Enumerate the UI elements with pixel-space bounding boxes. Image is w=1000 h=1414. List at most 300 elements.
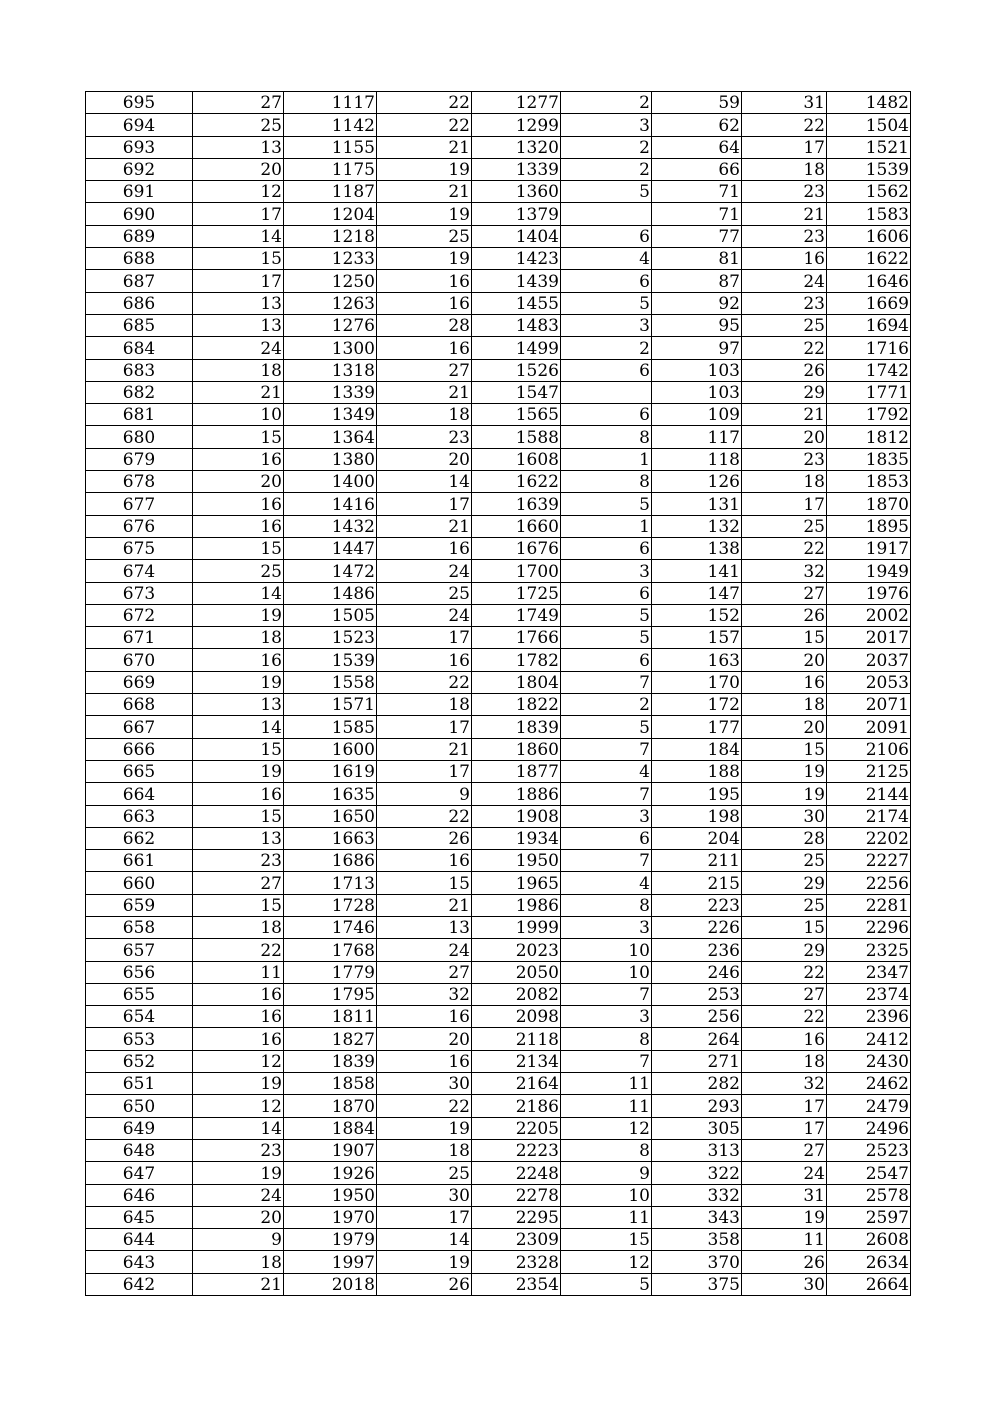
count-cell: 2 <box>561 92 652 114</box>
count-cell: 14 <box>193 225 284 247</box>
count-cell: 26 <box>742 604 827 626</box>
count-cell: 22 <box>742 114 827 136</box>
cumulative-cell: 1827 <box>284 1028 377 1050</box>
table-row <box>86 827 911 849</box>
score-cell: 667 <box>86 716 193 738</box>
table-row <box>86 471 911 493</box>
count-cell: 11 <box>742 1229 827 1251</box>
table-row <box>86 381 911 403</box>
count-cell: 7 <box>561 671 652 693</box>
cumulative-cell: 103 <box>652 359 742 381</box>
count-cell: 3 <box>561 114 652 136</box>
table-row <box>86 760 911 782</box>
count-cell: 27 <box>377 359 472 381</box>
cumulative-cell: 1472 <box>284 560 377 582</box>
count-cell: 30 <box>377 1073 472 1095</box>
table-row <box>86 270 911 292</box>
count-cell: 19 <box>377 158 472 180</box>
cumulative-cell: 1782 <box>472 649 561 671</box>
cumulative-cell: 1606 <box>827 225 911 247</box>
cumulative-cell: 2296 <box>827 916 911 938</box>
count-cell: 21 <box>193 1273 284 1295</box>
table-row <box>86 314 911 336</box>
cumulative-cell: 1233 <box>284 248 377 270</box>
count-cell: 16 <box>742 248 827 270</box>
count-cell: 14 <box>193 1117 284 1139</box>
count-cell: 18 <box>377 404 472 426</box>
count-cell: 25 <box>193 560 284 582</box>
count-cell: 19 <box>193 1073 284 1095</box>
count-cell: 11 <box>193 961 284 983</box>
count-cell: 7 <box>561 983 652 1005</box>
count-cell: 22 <box>377 114 472 136</box>
cumulative-cell: 126 <box>652 471 742 493</box>
count-cell: 18 <box>742 471 827 493</box>
cumulative-cell: 2202 <box>827 827 911 849</box>
cumulative-cell: 2325 <box>827 939 911 961</box>
count-cell: 18 <box>193 916 284 938</box>
cumulative-cell: 2496 <box>827 1117 911 1139</box>
cumulative-cell: 1404 <box>472 225 561 247</box>
cumulative-cell: 1713 <box>284 872 377 894</box>
cumulative-cell: 1483 <box>472 314 561 336</box>
count-cell: 20 <box>193 1206 284 1228</box>
count-cell: 3 <box>561 314 652 336</box>
cumulative-cell: 1965 <box>472 872 561 894</box>
cumulative-cell: 2037 <box>827 649 911 671</box>
cumulative-cell: 1716 <box>827 337 911 359</box>
cumulative-cell: 2098 <box>472 1006 561 1028</box>
table-row <box>86 694 911 716</box>
score-cell: 657 <box>86 939 193 961</box>
count-cell: 10 <box>561 939 652 961</box>
count-cell: 5 <box>561 604 652 626</box>
score-cell: 650 <box>86 1095 193 1117</box>
cumulative-cell: 236 <box>652 939 742 961</box>
table-row <box>86 582 911 604</box>
count-cell: 13 <box>193 827 284 849</box>
count-cell: 14 <box>193 582 284 604</box>
cumulative-cell: 1934 <box>472 827 561 849</box>
cumulative-cell: 117 <box>652 426 742 448</box>
cumulative-cell: 2118 <box>472 1028 561 1050</box>
cumulative-cell: 1686 <box>284 850 377 872</box>
score-cell: 660 <box>86 872 193 894</box>
cumulative-cell: 1505 <box>284 604 377 626</box>
cumulative-cell: 1277 <box>472 92 561 114</box>
cumulative-cell: 1583 <box>827 203 911 225</box>
count-cell: 32 <box>742 560 827 582</box>
count-cell: 18 <box>742 158 827 180</box>
count-cell: 6 <box>561 827 652 849</box>
cumulative-cell: 1950 <box>284 1184 377 1206</box>
cumulative-cell: 1792 <box>827 404 911 426</box>
cumulative-cell: 1749 <box>472 604 561 626</box>
table-row <box>86 158 911 180</box>
count-cell: 15 <box>193 894 284 916</box>
count-cell: 8 <box>561 426 652 448</box>
count-cell: 7 <box>561 783 652 805</box>
cumulative-cell: 177 <box>652 716 742 738</box>
cumulative-cell: 2462 <box>827 1073 911 1095</box>
cumulative-cell: 1585 <box>284 716 377 738</box>
count-cell: 32 <box>742 1073 827 1095</box>
count-cell: 12 <box>193 181 284 203</box>
count-cell: 7 <box>561 738 652 760</box>
count-cell: 23 <box>742 448 827 470</box>
count-cell: 29 <box>742 939 827 961</box>
count-cell: 14 <box>193 716 284 738</box>
count-cell: 27 <box>742 1139 827 1161</box>
count-cell: 2 <box>561 337 652 359</box>
count-cell: 5 <box>561 292 652 314</box>
score-cell: 642 <box>86 1273 193 1295</box>
cumulative-cell: 1870 <box>827 493 911 515</box>
count-cell: 23 <box>742 292 827 314</box>
count-cell: 21 <box>377 181 472 203</box>
count-cell: 27 <box>193 92 284 114</box>
cumulative-cell: 2430 <box>827 1050 911 1072</box>
count-cell: 27 <box>742 983 827 1005</box>
cumulative-cell: 66 <box>652 158 742 180</box>
cumulative-cell: 1858 <box>284 1073 377 1095</box>
count-cell: 17 <box>377 716 472 738</box>
count-cell: 17 <box>377 760 472 782</box>
count-cell: 16 <box>193 983 284 1005</box>
cumulative-cell: 1669 <box>827 292 911 314</box>
table-row <box>86 114 911 136</box>
count-cell: 6 <box>561 537 652 559</box>
table-row <box>86 983 911 1005</box>
cumulative-cell: 1600 <box>284 738 377 760</box>
count-cell: 4 <box>561 872 652 894</box>
table-row <box>86 961 911 983</box>
count-cell: 20 <box>742 649 827 671</box>
count-cell: 17 <box>377 627 472 649</box>
count-cell: 23 <box>377 426 472 448</box>
cumulative-cell: 2347 <box>827 961 911 983</box>
score-cell: 663 <box>86 805 193 827</box>
table-row <box>86 916 911 938</box>
cumulative-cell: 1320 <box>472 136 561 158</box>
count-cell: 17 <box>742 136 827 158</box>
table-row <box>86 1117 911 1139</box>
cumulative-cell: 1155 <box>284 136 377 158</box>
table-row <box>86 181 911 203</box>
count-cell: 32 <box>377 983 472 1005</box>
cumulative-cell: 1725 <box>472 582 561 604</box>
count-cell: 20 <box>742 426 827 448</box>
cumulative-cell: 1700 <box>472 560 561 582</box>
cumulative-cell: 2082 <box>472 983 561 1005</box>
cumulative-cell: 71 <box>652 203 742 225</box>
cumulative-cell: 1811 <box>284 1006 377 1028</box>
table-row <box>86 738 911 760</box>
cumulative-cell: 2227 <box>827 850 911 872</box>
cumulative-cell: 1432 <box>284 515 377 537</box>
count-cell: 16 <box>193 493 284 515</box>
cumulative-cell: 1562 <box>827 181 911 203</box>
count-cell: 30 <box>742 805 827 827</box>
cumulative-cell: 170 <box>652 671 742 693</box>
cumulative-cell: 118 <box>652 448 742 470</box>
count-cell: 18 <box>193 1251 284 1273</box>
count-cell: 20 <box>377 448 472 470</box>
cumulative-cell: 2664 <box>827 1273 911 1295</box>
count-cell: 7 <box>561 1050 652 1072</box>
cumulative-cell: 343 <box>652 1206 742 1228</box>
table-row <box>86 404 911 426</box>
cumulative-cell: 1300 <box>284 337 377 359</box>
cumulative-cell: 141 <box>652 560 742 582</box>
score-cell: 646 <box>86 1184 193 1206</box>
count-cell: 19 <box>742 760 827 782</box>
count-cell: 19 <box>377 1117 472 1139</box>
count-cell: 29 <box>742 872 827 894</box>
score-cell: 683 <box>86 359 193 381</box>
count-cell: 6 <box>561 225 652 247</box>
count-cell: 17 <box>742 493 827 515</box>
score-cell: 658 <box>86 916 193 938</box>
table-row <box>86 894 911 916</box>
cumulative-cell: 1970 <box>284 1206 377 1228</box>
cumulative-cell: 282 <box>652 1073 742 1095</box>
count-cell: 15 <box>561 1229 652 1251</box>
table-row <box>86 604 911 626</box>
table-row <box>86 1251 911 1273</box>
count-cell: 12 <box>561 1117 652 1139</box>
table-row <box>86 627 911 649</box>
cumulative-cell: 1523 <box>284 627 377 649</box>
score-cell: 677 <box>86 493 193 515</box>
cumulative-cell: 1997 <box>284 1251 377 1273</box>
count-cell: 11 <box>561 1206 652 1228</box>
table-row <box>86 1273 911 1295</box>
count-cell: 16 <box>377 1006 472 1028</box>
table-row <box>86 939 911 961</box>
cumulative-cell: 2412 <box>827 1028 911 1050</box>
cumulative-cell: 2164 <box>472 1073 561 1095</box>
count-cell: 5 <box>561 493 652 515</box>
count-cell: 13 <box>193 292 284 314</box>
table-row <box>86 448 911 470</box>
count-cell: 3 <box>561 805 652 827</box>
score-cell: 671 <box>86 627 193 649</box>
count-cell: 15 <box>742 916 827 938</box>
cumulative-cell: 2374 <box>827 983 911 1005</box>
count-cell: 19 <box>193 760 284 782</box>
count-cell: 24 <box>377 604 472 626</box>
cumulative-cell: 1187 <box>284 181 377 203</box>
cumulative-cell: 2354 <box>472 1273 561 1295</box>
count-cell: 18 <box>742 1050 827 1072</box>
cumulative-cell: 2050 <box>472 961 561 983</box>
cumulative-cell: 1853 <box>827 471 911 493</box>
table-row <box>86 805 911 827</box>
cumulative-cell: 2023 <box>472 939 561 961</box>
count-cell: 22 <box>377 671 472 693</box>
cumulative-cell: 332 <box>652 1184 742 1206</box>
cumulative-cell: 2186 <box>472 1095 561 1117</box>
count-cell: 16 <box>377 270 472 292</box>
count-cell: 8 <box>561 1139 652 1161</box>
count-cell: 2 <box>561 136 652 158</box>
cumulative-cell: 2256 <box>827 872 911 894</box>
count-cell: 13 <box>377 916 472 938</box>
count-cell: 26 <box>377 1273 472 1295</box>
count-cell: 23 <box>742 181 827 203</box>
count-cell: 6 <box>561 359 652 381</box>
score-cell: 652 <box>86 1050 193 1072</box>
score-cell: 693 <box>86 136 193 158</box>
cumulative-cell: 1339 <box>284 381 377 403</box>
cumulative-cell: 2328 <box>472 1251 561 1273</box>
count-cell: 15 <box>742 627 827 649</box>
score-cell: 670 <box>86 649 193 671</box>
table-row <box>86 649 911 671</box>
count-cell: 26 <box>377 827 472 849</box>
count-cell: 17 <box>377 493 472 515</box>
score-cell: 678 <box>86 471 193 493</box>
count-cell: 25 <box>742 894 827 916</box>
cumulative-cell: 1299 <box>472 114 561 136</box>
cumulative-cell: 2278 <box>472 1184 561 1206</box>
cumulative-cell: 1926 <box>284 1162 377 1184</box>
cumulative-cell: 1349 <box>284 404 377 426</box>
cumulative-cell: 1639 <box>472 493 561 515</box>
cumulative-cell: 1539 <box>827 158 911 180</box>
cumulative-cell: 1558 <box>284 671 377 693</box>
table-row <box>86 671 911 693</box>
score-cell: 687 <box>86 270 193 292</box>
table-row <box>86 1073 911 1095</box>
cumulative-cell: 198 <box>652 805 742 827</box>
count-cell: 21 <box>377 381 472 403</box>
cumulative-cell: 1608 <box>472 448 561 470</box>
cumulative-cell: 1766 <box>472 627 561 649</box>
table-row <box>86 1006 911 1028</box>
cumulative-cell: 1795 <box>284 983 377 1005</box>
count-cell: 18 <box>377 694 472 716</box>
cumulative-cell: 1999 <box>472 916 561 938</box>
cumulative-cell: 1650 <box>284 805 377 827</box>
cumulative-cell: 1423 <box>472 248 561 270</box>
cumulative-cell: 1360 <box>472 181 561 203</box>
count-cell: 12 <box>193 1050 284 1072</box>
count-cell: 25 <box>377 1162 472 1184</box>
table-row <box>86 292 911 314</box>
count-cell <box>561 203 652 225</box>
score-cell: 688 <box>86 248 193 270</box>
score-cell: 653 <box>86 1028 193 1050</box>
cumulative-cell: 2144 <box>827 783 911 805</box>
cumulative-cell: 1694 <box>827 314 911 336</box>
count-cell: 20 <box>377 1028 472 1050</box>
cumulative-cell: 81 <box>652 248 742 270</box>
cumulative-cell: 1860 <box>472 738 561 760</box>
count-cell: 18 <box>193 627 284 649</box>
cumulative-cell: 184 <box>652 738 742 760</box>
cumulative-cell: 1822 <box>472 694 561 716</box>
cumulative-cell: 2597 <box>827 1206 911 1228</box>
table-row <box>86 850 911 872</box>
cumulative-cell: 1979 <box>284 1229 377 1251</box>
table-row <box>86 1206 911 1228</box>
count-cell: 21 <box>377 136 472 158</box>
score-cell: 679 <box>86 448 193 470</box>
cumulative-cell: 2281 <box>827 894 911 916</box>
cumulative-cell: 1482 <box>827 92 911 114</box>
table-row <box>86 92 911 114</box>
score-cell: 665 <box>86 760 193 782</box>
score-cell: 681 <box>86 404 193 426</box>
table-row <box>86 783 911 805</box>
cumulative-cell: 64 <box>652 136 742 158</box>
count-cell: 1 <box>561 448 652 470</box>
count-cell: 23 <box>742 225 827 247</box>
table-row <box>86 136 911 158</box>
cumulative-cell: 2053 <box>827 671 911 693</box>
score-cell: 672 <box>86 604 193 626</box>
count-cell: 19 <box>193 671 284 693</box>
count-cell: 21 <box>377 515 472 537</box>
cumulative-cell: 1812 <box>827 426 911 448</box>
cumulative-cell: 264 <box>652 1028 742 1050</box>
cumulative-cell: 256 <box>652 1006 742 1028</box>
cumulative-cell: 293 <box>652 1095 742 1117</box>
cumulative-cell: 1175 <box>284 158 377 180</box>
table-row <box>86 537 911 559</box>
score-cell: 674 <box>86 560 193 582</box>
score-cell: 673 <box>86 582 193 604</box>
score-cell: 655 <box>86 983 193 1005</box>
cumulative-cell: 1907 <box>284 1139 377 1161</box>
count-cell: 19 <box>193 604 284 626</box>
cumulative-cell: 1400 <box>284 471 377 493</box>
cumulative-cell: 2248 <box>472 1162 561 1184</box>
score-cell: 666 <box>86 738 193 760</box>
score-cell: 661 <box>86 850 193 872</box>
count-cell: 15 <box>193 248 284 270</box>
cumulative-cell: 147 <box>652 582 742 604</box>
count-cell: 18 <box>742 694 827 716</box>
count-cell: 15 <box>377 872 472 894</box>
cumulative-cell: 1622 <box>827 248 911 270</box>
table-row <box>86 337 911 359</box>
cumulative-cell: 1276 <box>284 314 377 336</box>
table-row <box>86 426 911 448</box>
cumulative-cell: 1660 <box>472 515 561 537</box>
count-cell: 22 <box>742 961 827 983</box>
cumulative-cell: 2125 <box>827 760 911 782</box>
count-cell: 16 <box>742 1028 827 1050</box>
count-cell: 25 <box>742 850 827 872</box>
count-cell <box>561 381 652 403</box>
cumulative-cell: 1263 <box>284 292 377 314</box>
count-cell: 10 <box>193 404 284 426</box>
cumulative-cell: 1571 <box>284 694 377 716</box>
score-cell: 645 <box>86 1206 193 1228</box>
cumulative-cell: 2071 <box>827 694 911 716</box>
cumulative-cell: 358 <box>652 1229 742 1251</box>
cumulative-cell: 305 <box>652 1117 742 1139</box>
cumulative-cell: 211 <box>652 850 742 872</box>
count-cell: 24 <box>193 337 284 359</box>
count-cell: 15 <box>742 738 827 760</box>
score-cell: 669 <box>86 671 193 693</box>
count-cell: 4 <box>561 760 652 782</box>
cumulative-cell: 246 <box>652 961 742 983</box>
